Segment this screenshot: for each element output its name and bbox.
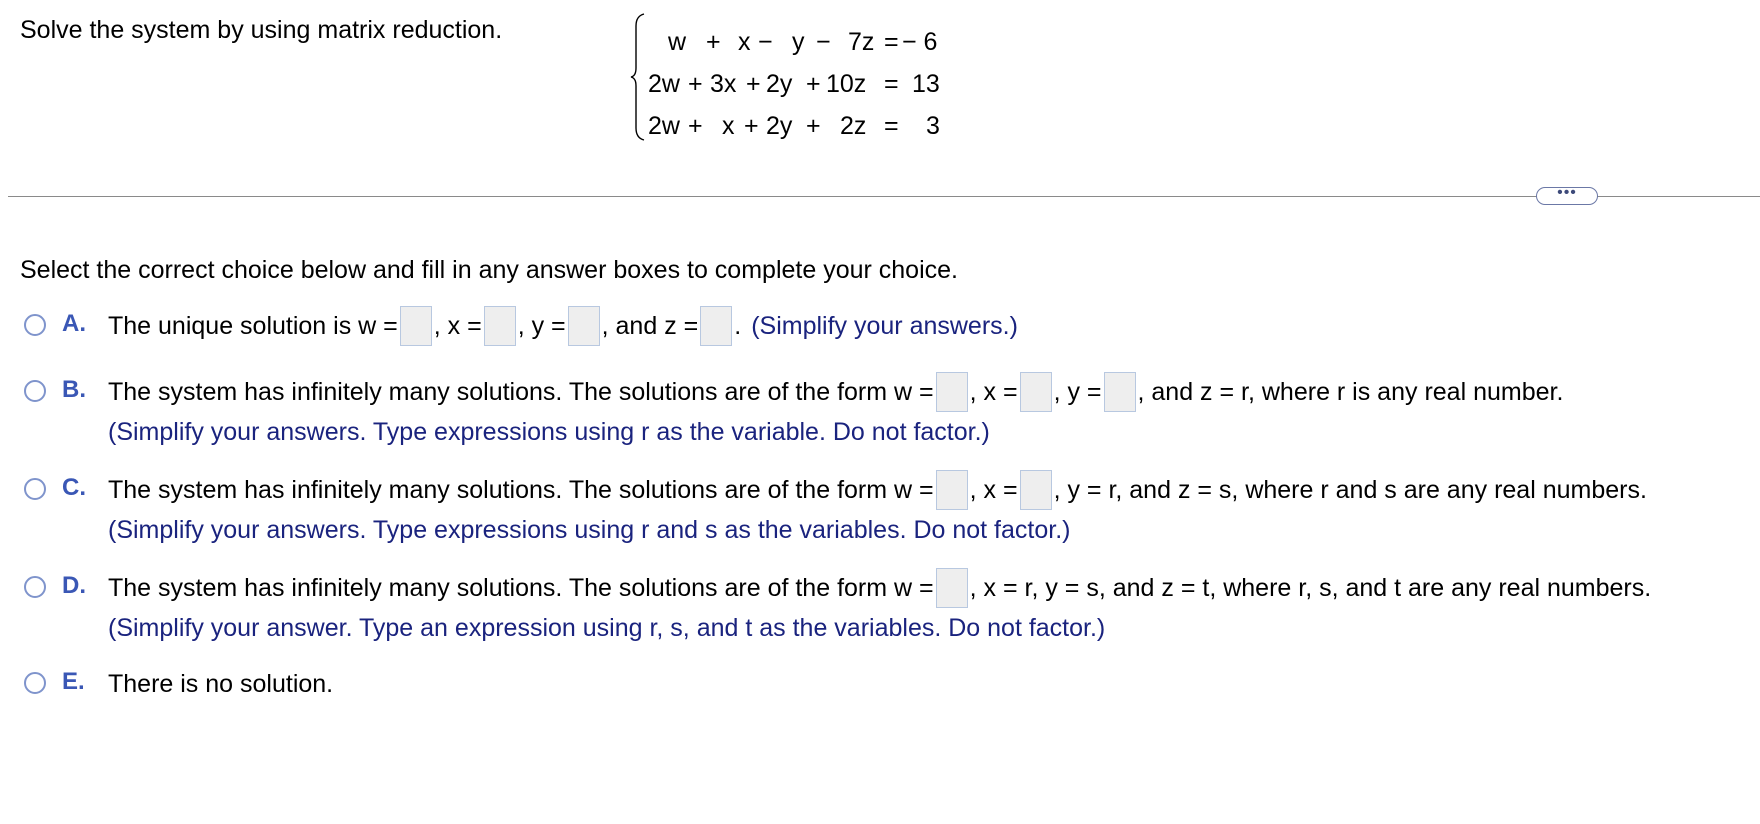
operator: + (744, 112, 759, 140)
term: 2y (766, 70, 793, 98)
operator: + (806, 112, 821, 140)
choice-letter: A. (62, 310, 86, 337)
text: The unique solution is w = (108, 311, 398, 340)
term: 2w (648, 112, 680, 140)
term: w (668, 28, 687, 56)
choice-note: (Simplify your answers.) (751, 311, 1018, 340)
term: 2y (766, 112, 793, 140)
term: x (722, 112, 735, 140)
choice-letter: E. (62, 668, 85, 695)
answer-box-w[interactable] (936, 568, 968, 608)
answer-box-y[interactable] (1104, 372, 1136, 412)
answer-box-y[interactable] (568, 306, 600, 346)
equals: = (884, 28, 899, 56)
operator: + (688, 70, 703, 98)
text: , y = (1053, 377, 1102, 406)
text: , x = (433, 311, 482, 340)
left-brace-icon (630, 12, 648, 142)
term: x (738, 28, 751, 56)
answer-box-z[interactable] (700, 306, 732, 346)
text: . (734, 311, 742, 340)
answer-box-w[interactable] (400, 306, 432, 346)
term: 7z (848, 28, 875, 56)
operator: − (758, 28, 773, 56)
text: , y = r, and z = s, where r and s are any real numbers. (1053, 475, 1647, 504)
operator: + (746, 70, 761, 98)
term: y (792, 28, 805, 56)
choice-note: (Simplify your answers. Type expressions using r and s as the variables. Do not factor.) (108, 515, 1071, 544)
text: The system has infinitely many solutions. The solutions are of the form w = (108, 573, 934, 602)
radio-d[interactable] (24, 576, 46, 598)
choice-b-text (108, 370, 1563, 414)
choice-letter: C. (62, 474, 86, 501)
answer-box-x[interactable] (1020, 372, 1052, 412)
more-options-button[interactable]: ••• (1536, 187, 1598, 205)
text: The system has infinitely many solutions. The solutions are of the form w = (108, 377, 934, 406)
text: , and z = (601, 311, 699, 340)
operator: − (816, 28, 831, 56)
term: 3x (710, 70, 737, 98)
choice-note: (Simplify your answer. Type an expression using r, s, and t as the variables. Do not factor.) (108, 613, 1106, 642)
choice-c-text (108, 468, 1647, 512)
choice-note: (Simplify your answers. Type expressions using r as the variable. Do not factor.) (108, 417, 990, 446)
text: , y = (517, 311, 566, 340)
term: 2w (648, 70, 680, 98)
text: , x = r, y = s, and z = t, where r, s, and t are any real numbers. (969, 573, 1652, 602)
radio-a[interactable] (24, 314, 46, 336)
constant: 3 (926, 112, 940, 140)
choice-a-text (108, 304, 1018, 348)
radio-b[interactable] (24, 380, 46, 402)
term: 10z (826, 70, 867, 98)
constant: − 6 (902, 28, 938, 56)
operator: + (688, 112, 703, 140)
answer-box-w[interactable] (936, 372, 968, 412)
equals: = (884, 70, 899, 98)
problem-prompt: Solve the system by using matrix reduction. (20, 16, 503, 44)
choice-letter: D. (62, 572, 86, 599)
instruction-text: Select the correct choice below and fill in any answer boxes to complete your choice. (20, 256, 958, 284)
section-divider (8, 196, 1760, 197)
text: , x = (969, 377, 1018, 406)
answer-box-x[interactable] (484, 306, 516, 346)
operator: + (706, 28, 721, 56)
text: The system has infinitely many solutions. The solutions are of the form w = (108, 475, 934, 504)
answer-box-w[interactable] (936, 470, 968, 510)
equals: = (884, 112, 899, 140)
text: There is no solution. (108, 669, 334, 698)
radio-c[interactable] (24, 478, 46, 500)
choice-letter: B. (62, 376, 86, 403)
text: , and z = r, where r is any real number. (1137, 377, 1564, 406)
text: , x = (969, 475, 1018, 504)
choice-d-text (108, 566, 1651, 610)
answer-box-x[interactable] (1020, 470, 1052, 510)
constant: 13 (912, 70, 940, 98)
operator: + (806, 70, 821, 98)
choice-e-text (108, 662, 333, 706)
term: 2z (840, 112, 867, 140)
equation-system (630, 12, 950, 142)
radio-e[interactable] (24, 672, 46, 694)
